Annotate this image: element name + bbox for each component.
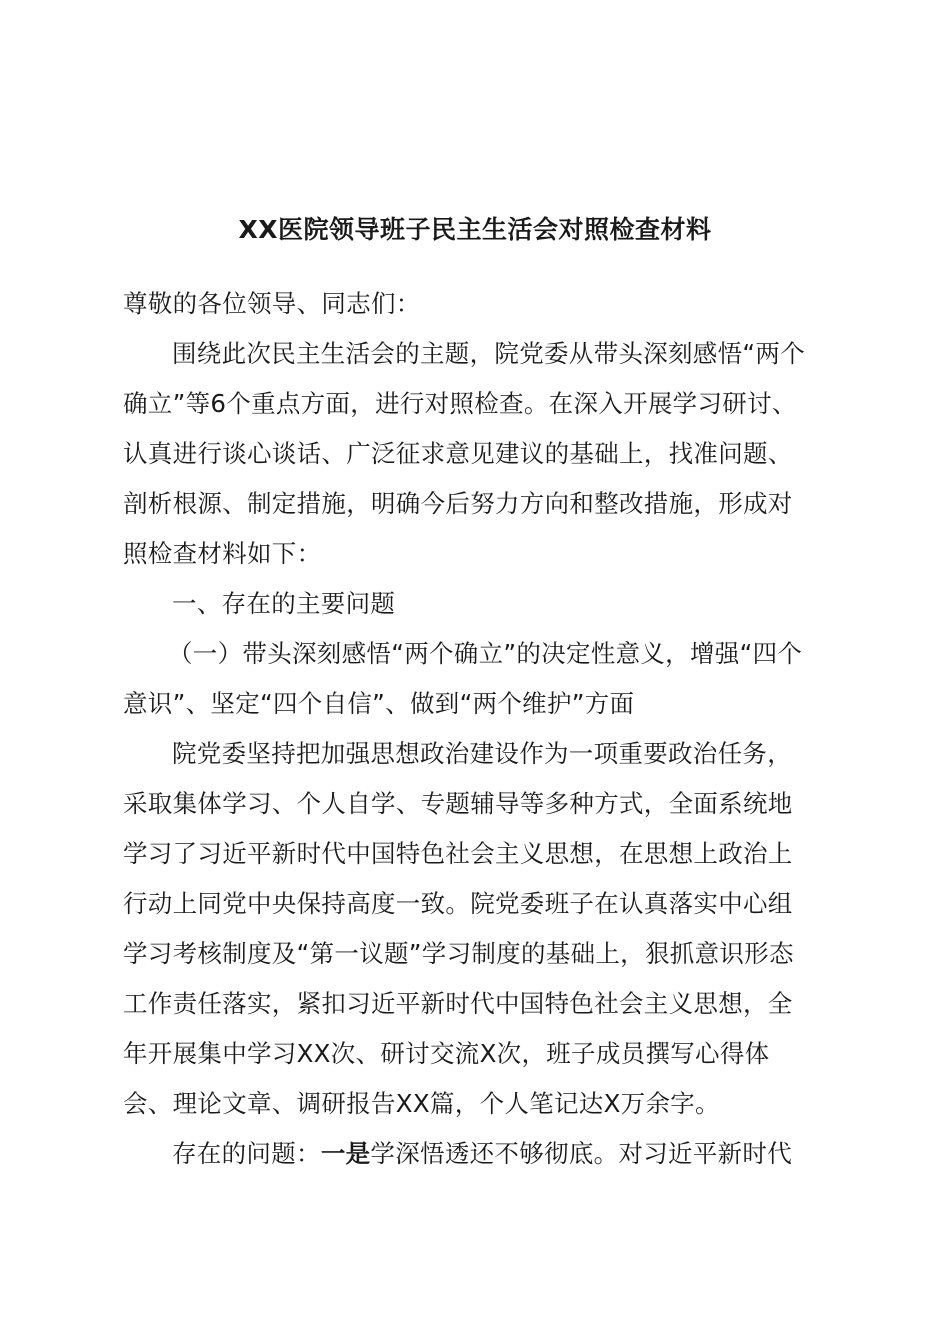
body-line-6: 工作责任落实，紧扣习近平新时代中国特色社会主义思想，全 bbox=[123, 989, 793, 1018]
body-line-8: 会、理论文章、调研报告XX篇，个人笔记达X万余字。 bbox=[123, 1089, 720, 1118]
subsection-heading-line-1: （一）带头深刻感悟“两个确立”的决定性意义，增强“四个 bbox=[168, 639, 803, 668]
intro-line-5: 照检查材料如下： bbox=[123, 539, 322, 568]
section-heading: 一、存在的主要问题 bbox=[172, 589, 396, 618]
intro-line-2: 确立”等6个重点方面，进行对照检查。在深入开展学习研讨、 bbox=[123, 389, 797, 418]
body-line-5: 学习考核制度及“第一议题”学习制度的基础上，狠抓意识形态 bbox=[123, 939, 794, 968]
subsection-heading-line-2: 意识”、坚定“四个自信”、做到“两个维护”方面 bbox=[123, 689, 635, 718]
body-line-2: 采取集体学习、个人自学、专题辅导等多种方式，全面系统地 bbox=[123, 789, 793, 818]
problem-line bbox=[172, 1136, 842, 1172]
intro-line-4: 剖析根源、制定措施，明确今后努力方向和整改措施，形成对 bbox=[123, 489, 793, 518]
intro-line-1: 围绕此次民主生活会的主题，院党委从带头深刻感悟“两个 bbox=[172, 339, 805, 368]
body-line-7: 年开展集中学习XX次、研讨交流X次，班子成员撰写心得体 bbox=[123, 1039, 770, 1068]
body-line-1: 院党委坚持把加强思想政治建设作为一项重要政治任务， bbox=[172, 739, 792, 768]
problem-prefix: 存在的问题： bbox=[172, 1139, 321, 1168]
body-line-3: 学习了习近平新时代中国特色社会主义思想，在思想上政治上 bbox=[123, 839, 793, 868]
problem-ordinal: 一是 bbox=[320, 1139, 371, 1168]
body-line-4: 行动上同党中央保持高度一致。院党委班子在认真落实中心组 bbox=[123, 889, 793, 918]
salutation: 尊敬的各位领导、同志们： bbox=[123, 289, 421, 318]
problem-text: 学深悟透还不够彻底。对习近平新时代 bbox=[370, 1139, 793, 1168]
intro-line-3: 认真进行谈心谈话、广泛征求意见建议的基础上，找准问题、 bbox=[123, 439, 793, 468]
document-title: XX医院领导班子民主生活会对照检查材料 bbox=[238, 215, 712, 244]
